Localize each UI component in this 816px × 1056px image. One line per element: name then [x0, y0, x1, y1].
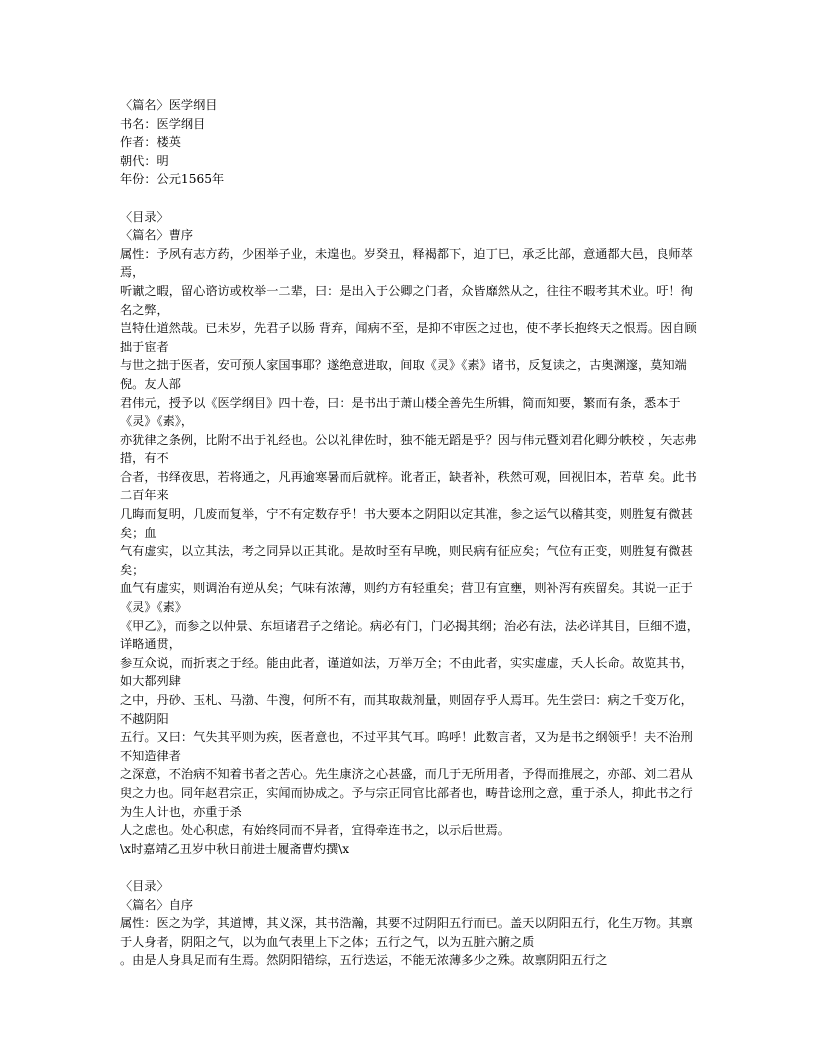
- text-line: 君伟元，授予以《医学纲目》四十卷，曰：是书出于萧山楼全善先生所辑，简而知要，繁而有条，悉本于《灵》《素》，: [120, 395, 681, 429]
- text-line: 几晦而复明，几废而复举，宁不有定数存乎！书大要本之阴阳以定其准，参之运气以稽其变，则胜复有微甚矣；血: [120, 507, 693, 540]
- book-line: 书名：医学纲目: [120, 116, 206, 131]
- text-line: 属性：予夙有志方药，少困举子业，未遑也。岁癸丑，释褐都下，迫丁巳，承乏比部，意通都大邑，良师萃焉，: [120, 246, 693, 280]
- preface-zi-section: [120, 877, 704, 970]
- text-line: 五行。又曰：气失其平则为疾，医者意也，不过平其气耳。呜呼！此数言者，又为是书之纲领乎！夫不治刑不知造律者: [120, 730, 693, 763]
- document-page: [120, 96, 704, 970]
- spacer: [120, 189, 704, 208]
- text-line: 参互众说，而折衷之于经。能由此者，谨道如法，万举万全；不由此者，实实虚虚，夭人长命。故览其书，如大都列肆: [120, 655, 693, 689]
- section-name: 〈篇名〉自序: [120, 897, 194, 912]
- spacer: [120, 858, 704, 877]
- author-line: 作者：楼英: [120, 135, 181, 150]
- text-line: 亦犹律之条例，比附不出于礼经也。公以礼律佐时，独不能无蹈是乎？因与伟元暨刘君化卿分帙校 ，矢志弗措，有不: [120, 432, 697, 466]
- text-line: 岂特仕道然哉。已未岁，先君子以肠 背弃，闻病不至，是抑不审医之过也，使不孝长抱终天之恨焉。因自顾拙于宦者: [120, 321, 697, 354]
- text-line: 听谳之暇，留心谘访或枚举一二辈，曰：是出入于公卿之门者，众皆靡然从之，往往不暇考其术业。吁！徇名之弊，: [120, 283, 693, 317]
- year-line: 年份：公元1565年: [120, 172, 225, 187]
- dynasty-line: 朝代：明: [120, 153, 169, 168]
- section-name: 〈篇名〉曹序: [120, 228, 194, 243]
- title-line: 〈篇名〉医学纲目: [120, 98, 218, 112]
- text-line: 与世之拙于医者，安可预人家国事耶？遂绝意进取，间取《灵》《素》诸书，反复读之，古奥渊邃，莫知端倪。友人部: [120, 358, 687, 391]
- text-line: 。由是人身具足而有生焉。然阴阳错综，五行迭运，不能无浓薄多少之殊。故禀阴阳五行之: [120, 953, 608, 968]
- text-line: 血气有虚实，则调治有逆从矣；气味有浓薄，则约方有轻重矣；营卫有宣壅，则补泻有疾留矣。其说一正于《灵》《素》: [120, 581, 693, 615]
- toc-label: 〈目录〉: [120, 209, 169, 224]
- text-line: 合者，书绎夜思，若将通之，凡再逾寒暑而后就梓。讹者正，缺者补，秩然可观，回视旧本，若草 矣。此书二百年来: [120, 469, 697, 503]
- text-line: 之中，丹砂、玉札、马渤、牛溲，何所不有，而其取裁剂量，则固存乎人焉耳。先生尝曰：病之千变万化，不越阴阳: [120, 693, 693, 726]
- text-line: 《甲乙》，而参之以仲景、东垣诸君子之绪论。病必有门，门必揭其纲；治必有法，法必详其目，巨细不遗，详略通贯，: [120, 618, 699, 652]
- toc-label: 〈目录〉: [120, 878, 169, 893]
- text-line: 之深意，不治病不知着书者之苦心。先生康济之心甚盛，而几于无所用者，予得而推展之，亦部、刘二君从臾之力也。同年赵君宗正，实闻而协成之。予与宗正同官比部者也，畴昔谂刑之意，重于杀人，抑此书之行为生人计也，亦重于杀: [120, 767, 693, 819]
- signature-line: \x时嘉靖乙丑岁中秋日前进士履斋曹灼撰\x: [120, 841, 350, 856]
- text-line: 属性：医之为学，其道博，其义深，其书浩瀚，其要不过阴阳五行而已。盖天以阴阳五行，化生万物。其禀于人身者，阴阳之气，以为血气表里上下之体；五行之气，以为五脏六腑之质: [120, 916, 693, 949]
- preface-cao-section: [120, 208, 704, 859]
- text-line: 气有虚实，以立其法，考之同异以正其讹。是故时至有早晚，则民病有征应矣；气位有正变，则胜复有微甚矣；: [120, 544, 693, 577]
- text-line: 人之虑也。处心积虑，有始终同而不异者，宜得牵连书之，以示后世焉。: [120, 823, 510, 838]
